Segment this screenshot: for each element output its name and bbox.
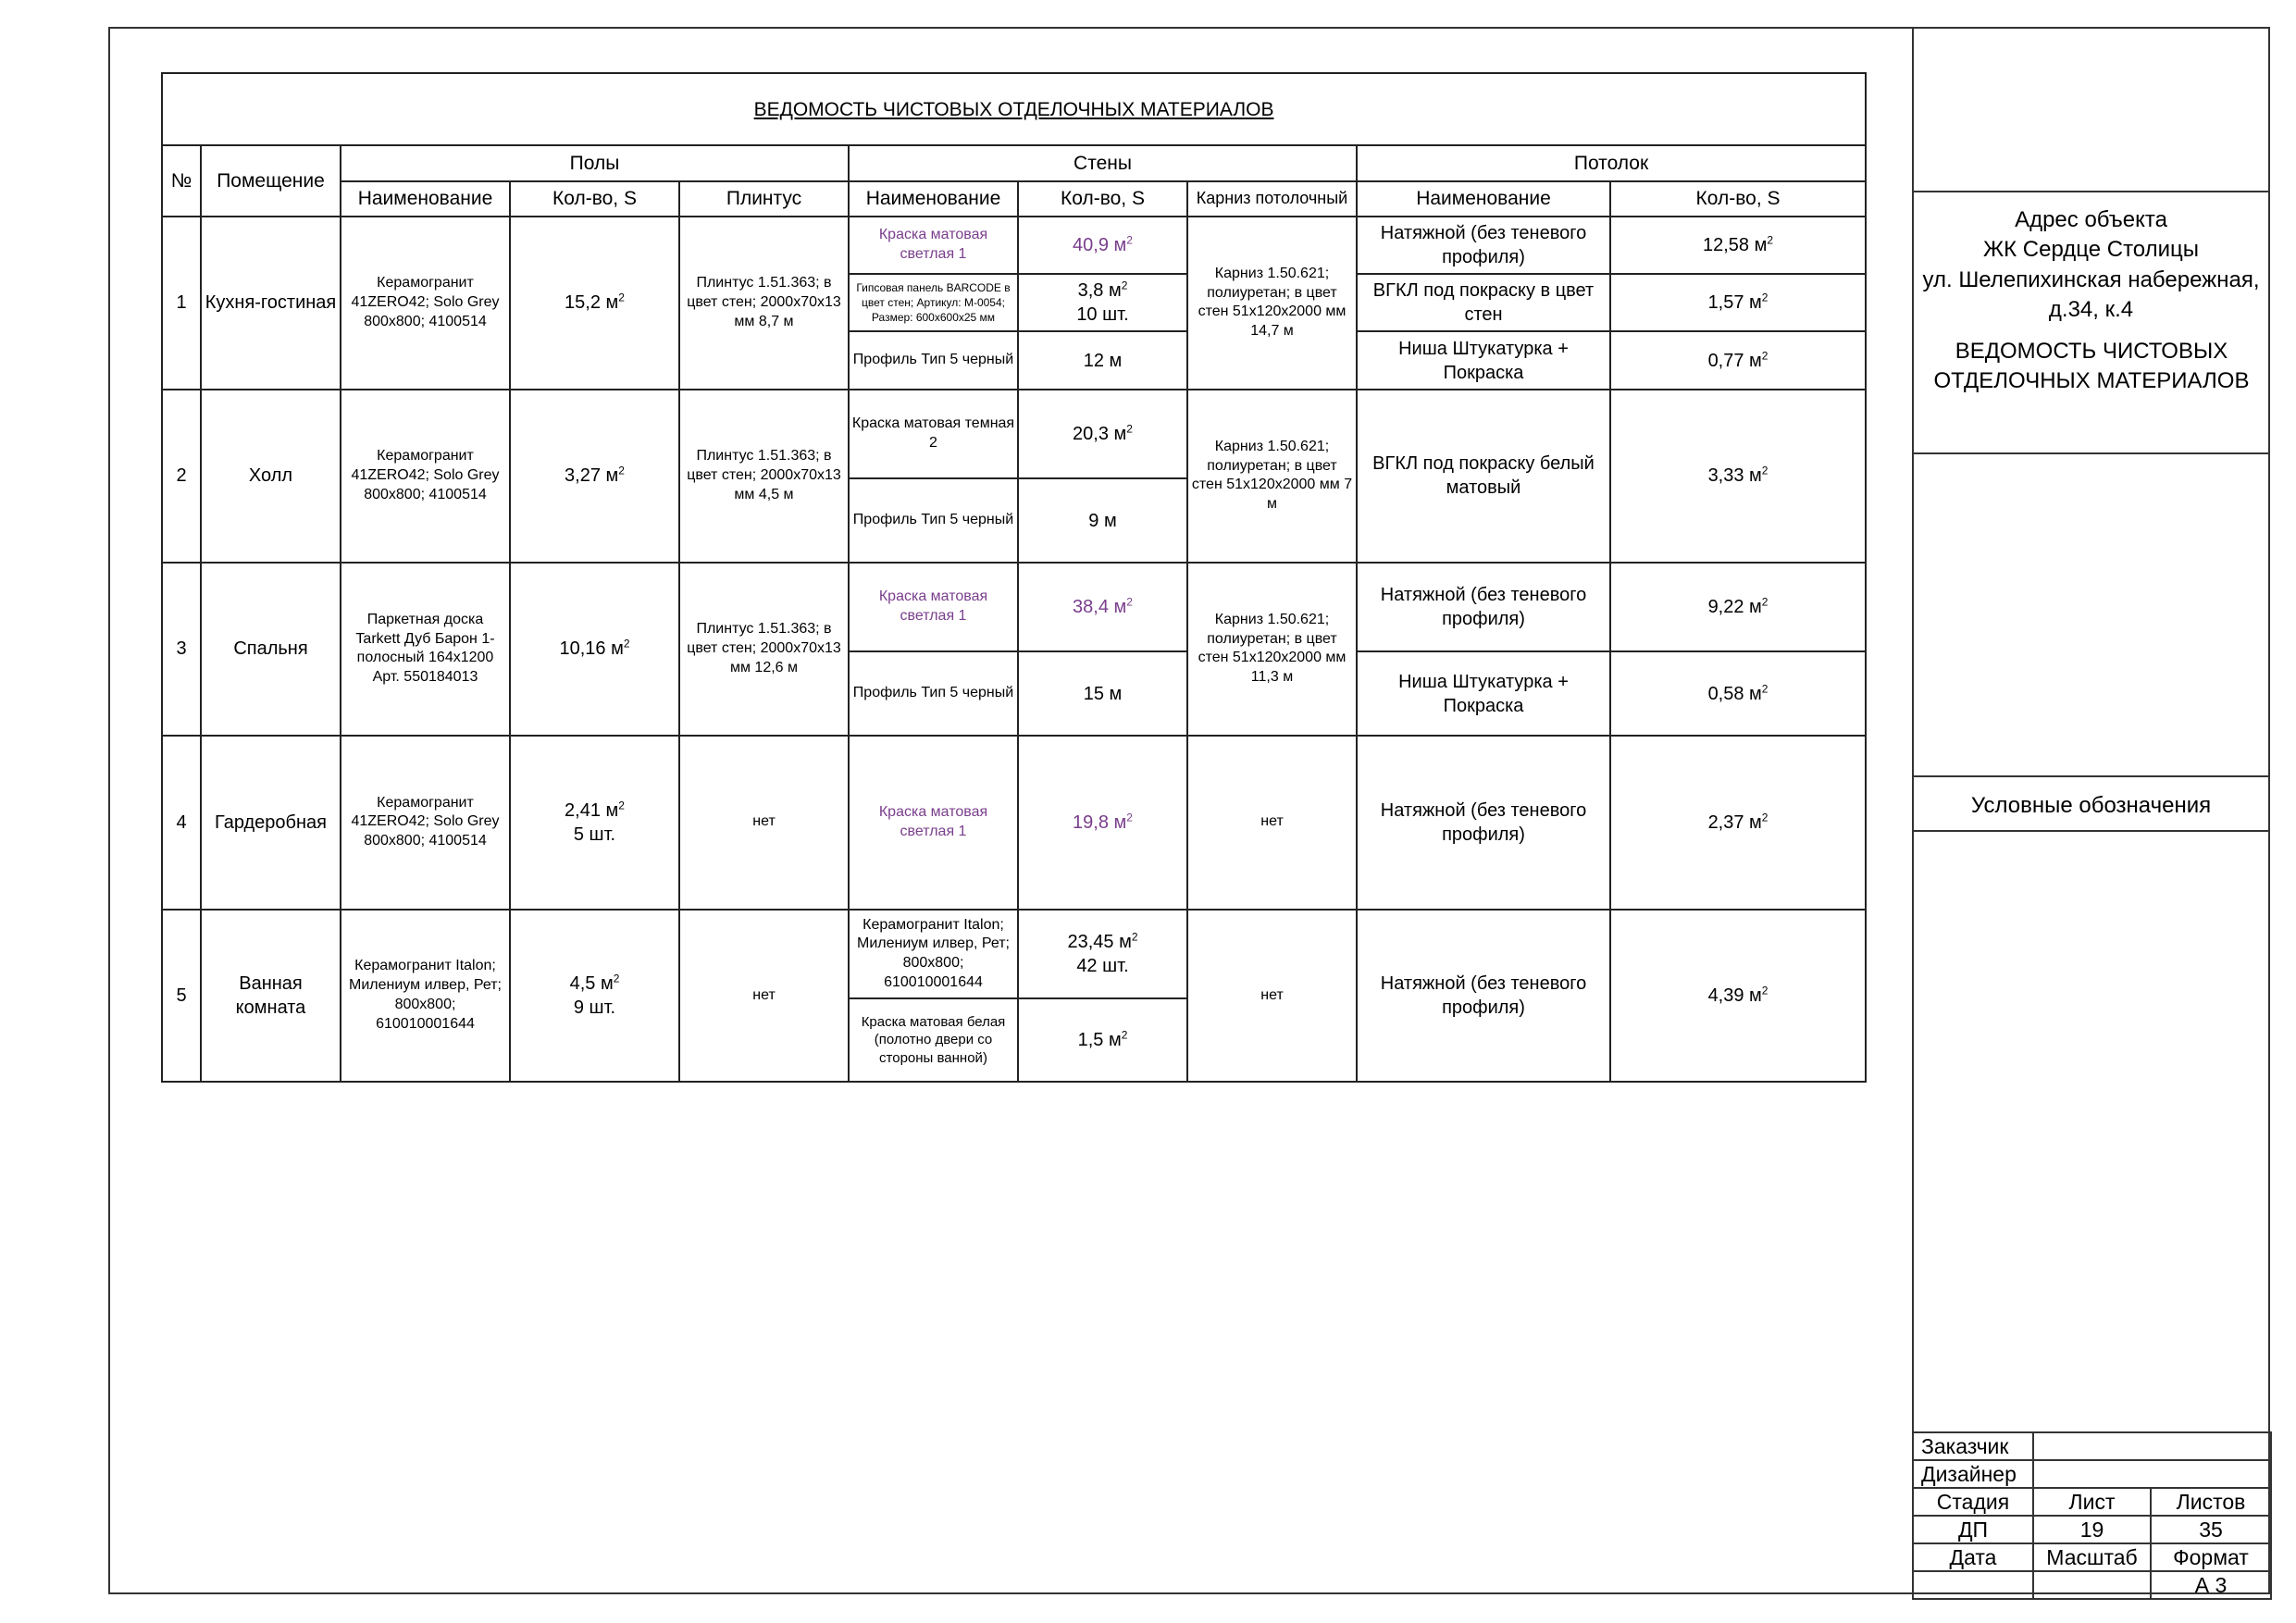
floor-material: Керамогранит 41ZERO42; Solo Grey 800х800; 4100514 (341, 217, 510, 390)
address-label: Адрес объекта (2015, 207, 2167, 232)
wall-material: Гипсовая панель BARCODE в цвет стен; Артикул: M-0054; Размер: 600х600х25 мм (849, 274, 1018, 331)
plinth: Плинтус 1.51.363; в цвет стен; 2000х70х13 мм 12,6 м (679, 563, 849, 736)
squared-mark: 2 (613, 972, 620, 985)
floor-material: Керамогранит 41ZERO42; Solo Grey 800х800; 4100514 (341, 736, 510, 910)
wall-material: Профиль Тип 5 черный (849, 331, 1018, 389)
squared-mark: 2 (1126, 595, 1133, 609)
table-row (162, 563, 1866, 652)
cornice: Карниз 1.50.621; полиуретан; в цвет стен 51х120х2000 мм 7 м (1187, 390, 1357, 563)
customer-value (2033, 1432, 2271, 1460)
date-value (1913, 1571, 2033, 1599)
stamp-divider (1912, 191, 2270, 192)
floor-qty: 2,41 $м^2$ 5 шт. (510, 736, 679, 910)
cornice: Карниз 1.50.621; полиуретан; в цвет стен 51х120х2000 мм 14,7 м (1187, 217, 1357, 390)
floor-material: Керамогранит 41ZERO42; Solo Grey 800х800; 4100514 (341, 390, 510, 563)
customer-label: Заказчик (1913, 1432, 2033, 1460)
ceiling-qty: 1,57 $м^2$ (1610, 274, 1866, 331)
squared-mark: 2 (1761, 811, 1769, 824)
ceiling-material: ВГКЛ под покраску белый матовый (1357, 390, 1610, 563)
ceiling-material: Натяжной (без теневого профиля) (1357, 736, 1610, 910)
table-row (162, 910, 1866, 999)
squared-mark: 2 (1126, 422, 1133, 436)
stamp-divider (1912, 775, 2270, 777)
squared-mark: 2 (623, 637, 630, 650)
squared-mark: 2 (1767, 233, 1774, 247)
row-number: 4 (162, 736, 201, 910)
designer-value (2033, 1460, 2271, 1488)
group-header-walls: Стены (849, 145, 1357, 180)
wall-material: Краска матовая белая (полотно двери со стороны ванной) (849, 998, 1018, 1082)
sheet-value: 19 (2033, 1516, 2151, 1543)
wall-qty-pcs: 42 шт. (1076, 956, 1129, 977)
scale-label: Масштаб (2033, 1543, 2151, 1571)
squared-mark: 2 (1121, 1028, 1128, 1042)
wall-material: Краска матовая светлая 1 (849, 736, 1018, 910)
wall-material: Керамогранит Italon; Милениум илвер, Рет; 800х800; 610010001644 (849, 910, 1018, 999)
squared-mark: 2 (618, 464, 625, 477)
col-header-room: Помещение (201, 145, 341, 216)
row-number: 2 (162, 390, 201, 563)
table-row (162, 390, 1866, 479)
wall-material: Профиль Тип 5 черный (849, 478, 1018, 562)
squared-mark: 2 (1126, 233, 1133, 247)
wall-qty-pcs: 10 шт. (1076, 304, 1129, 326)
address-line: ул. Шелепихинская набережная, (1922, 266, 2260, 292)
wall-qty: 23,45 $м^2$ 42 шт. (1018, 910, 1187, 999)
ceiling-qty: 3,33 $м^2$ (1610, 390, 1866, 563)
sheets-label: Листов (2151, 1488, 2271, 1516)
col-header-wall-qty: Кол-во, S (1018, 181, 1187, 217)
room-name: Кухня-гостиная (201, 217, 341, 390)
row-number: 3 (162, 563, 201, 736)
squared-mark: 2 (1761, 464, 1769, 477)
table-row (162, 217, 1866, 274)
squared-mark: 2 (1761, 291, 1769, 304)
ceiling-qty: 12,58 $м^2$ (1610, 217, 1866, 274)
plinth: нет (679, 910, 849, 1082)
ceiling-material: Натяжной (без теневого профиля) (1357, 217, 1610, 274)
plinth: Плинтус 1.51.363; в цвет стен; 2000х70х13 мм 4,5 м (679, 390, 849, 563)
floor-material: Керамогранит Italon; Милениум илвер, Рет; 800х800; 610010001644 (341, 910, 510, 1082)
wall-qty: 12 м (1018, 331, 1187, 389)
address-line: ЖК Сердце Столицы (1982, 237, 2200, 263)
squared-mark: 2 (1761, 348, 1769, 362)
ceiling-material: Ниша Штукатурка + Покраска (1357, 331, 1610, 389)
wall-qty: 40,9 $м^2$ (1018, 217, 1187, 274)
ceiling-qty: 0,77 $м^2$ (1610, 331, 1866, 389)
room-name: Спальня (201, 563, 341, 736)
object-address (1912, 205, 2270, 326)
wall-material: Профиль Тип 5 черный (849, 651, 1018, 735)
wall-material: Краска матовая светлая 1 (849, 217, 1018, 274)
col-header-floor-qty: Кол-во, S (510, 181, 679, 217)
stage-value: ДП (1913, 1516, 2033, 1543)
squared-mark: 2 (1761, 681, 1769, 695)
squared-mark: 2 (618, 799, 625, 812)
ceiling-qty: 2,37 $м^2$ (1610, 736, 1866, 910)
scale-value (2033, 1571, 2151, 1599)
squared-mark: 2 (1126, 811, 1133, 824)
wall-qty: 20,3 $м^2$ (1018, 390, 1187, 479)
squared-mark: 2 (1121, 279, 1128, 292)
squared-mark: 2 (1131, 930, 1138, 944)
ceiling-material: ВГКЛ под покраску в цвет стен (1357, 274, 1610, 331)
col-header-plinth: Плинтус (679, 181, 849, 217)
table-row (162, 736, 1866, 910)
floor-qty: 3,27 $м^2$ (510, 390, 679, 563)
stamp-divider (1912, 452, 2270, 454)
floor-material: Паркетная доска Tarkett Дуб Барон 1-полосный 164х1200 Арт. 550184013 (341, 563, 510, 736)
squared-mark: 2 (1761, 595, 1769, 609)
room-name: Холл (201, 390, 341, 563)
sheets-value: 35 (2151, 1516, 2271, 1543)
finishing-materials-table (161, 72, 1867, 1083)
squared-mark: 2 (1761, 984, 1769, 997)
wall-qty: 9 м (1018, 478, 1187, 562)
floor-qty-pcs: 5 шт. (573, 824, 616, 845)
plinth: Плинтус 1.51.363; в цвет стен; 2000х70х13 мм 8,7 м (679, 217, 849, 390)
floor-qty: 4,5 $м^2$ 9 шт. (510, 910, 679, 1082)
group-header-floors: Полы (341, 145, 849, 180)
col-header-cornice: Карниз потолочный (1187, 181, 1357, 217)
cornice: Карниз 1.50.621; полиуретан; в цвет стен 51х120х2000 мм 11,3 м (1187, 563, 1357, 736)
room-name: Гардеробная (201, 736, 341, 910)
ceiling-qty: 9,22 $м^2$ (1610, 563, 1866, 652)
stamp-doc-title: ВЕДОМОСТЬ ЧИСТОВЫХ ОТДЕЛОЧНЫХ МАТЕРИАЛОВ (1933, 339, 2250, 394)
cornice: нет (1187, 910, 1357, 1082)
wall-qty: 15 м (1018, 651, 1187, 735)
floor-qty: 10,16 $м^2$ (510, 563, 679, 736)
plinth: нет (679, 736, 849, 910)
table-title: ВЕДОМОСТЬ ЧИСТОВЫХ ОТДЕЛОЧНЫХ МАТЕРИАЛОВ (162, 73, 1866, 145)
wall-qty: 1,5 $м^2$ (1018, 998, 1187, 1082)
squared-mark: 2 (618, 291, 625, 304)
date-label: Дата (1913, 1543, 2033, 1571)
ceiling-qty: 4,39 $м^2$ (1610, 910, 1866, 1082)
row-number: 5 (162, 910, 201, 1082)
stage-label: Стадия (1913, 1488, 2033, 1516)
designer-label: Дизайнер (1913, 1460, 2033, 1488)
wall-qty: 38,4 $м^2$ (1018, 563, 1187, 652)
cornice: нет (1187, 736, 1357, 910)
ceiling-material: Натяжной (без теневого профиля) (1357, 563, 1610, 652)
legend-label: Условные обозначения (1970, 793, 2212, 818)
ceiling-material: Натяжной (без теневого профиля) (1357, 910, 1610, 1082)
floor-qty-pcs: 9 шт. (573, 997, 616, 1018)
wall-qty: 3,8 $м^2$ 10 шт. (1018, 274, 1187, 331)
wall-material: Краска матовая светлая 1 (849, 563, 1018, 652)
col-header-wall-name: Наименование (849, 181, 1018, 217)
col-header-no: № (162, 145, 201, 216)
ceiling-qty: 0,58 $м^2$ (1610, 651, 1866, 735)
floor-qty: 15,2 $м^2$ (510, 217, 679, 390)
group-header-ceiling: Потолок (1357, 145, 1866, 180)
stamp-divider (1912, 830, 2270, 832)
format-label: Формат (2151, 1543, 2271, 1571)
col-header-ceiling-name: Наименование (1357, 181, 1610, 217)
room-name: Ванная комната (201, 910, 341, 1082)
col-header-floor-name: Наименование (341, 181, 510, 217)
wall-material: Краска матовая темная 2 (849, 390, 1018, 479)
wall-qty: 19,8 $м^2$ (1018, 736, 1187, 910)
row-number: 1 (162, 217, 201, 390)
ceiling-material: Ниша Штукатурка + Покраска (1357, 651, 1610, 735)
address-line: д.34, к.4 (2048, 297, 2134, 323)
col-header-ceiling-qty: Кол-во, S (1610, 181, 1866, 217)
format-value: А 3 (2151, 1571, 2271, 1599)
sheet-label: Лист (2033, 1488, 2151, 1516)
stamp-grid (1912, 1431, 2272, 1600)
